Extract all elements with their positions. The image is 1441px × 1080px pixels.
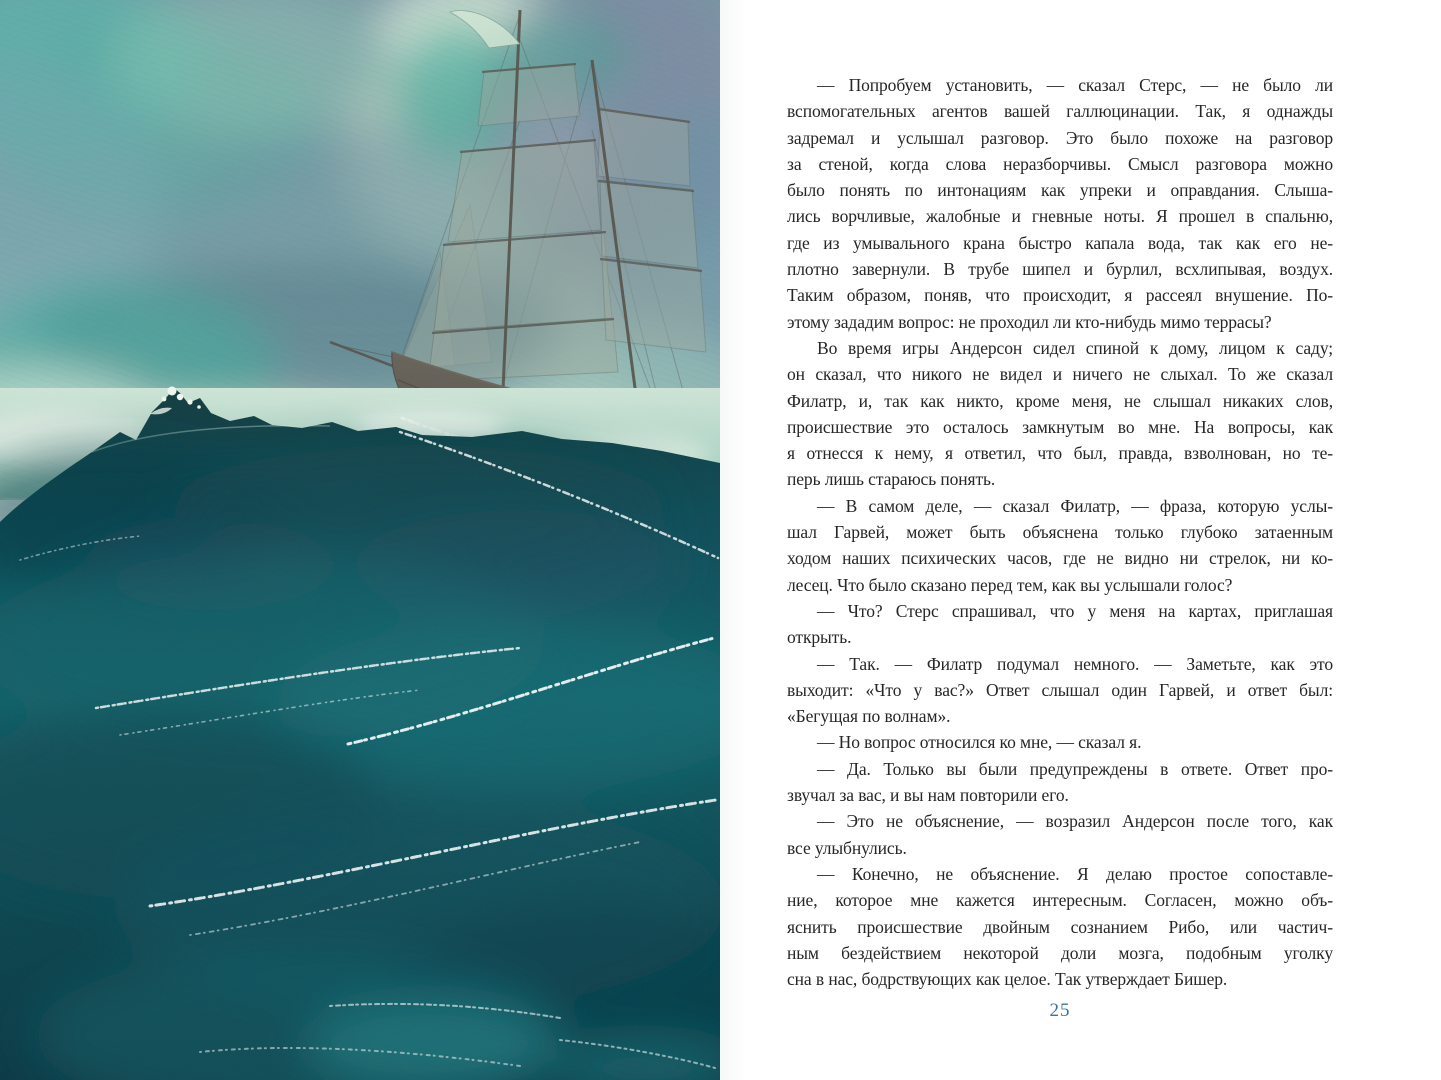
text-line: — Это не объяснение, — возразил Андерсон после того, как (817, 811, 1333, 832)
illustration-page (0, 0, 720, 1080)
paragraph (787, 335, 1333, 493)
text-line: ходом наших психических часов, где не видно ни стрелок, ни ко- (787, 548, 1333, 569)
text-line: — Но вопрос относился ко мне, — сказал я. (817, 732, 1142, 753)
text-line: — Да. Только вы были предупреждены в ответе. Ответ про- (817, 758, 1333, 779)
text-line: лесец. Что было сказано перед тем, как вы услышали голос? (787, 574, 1233, 595)
text-line: задремал и услышал разговор. Это было похоже на разговор (787, 127, 1333, 148)
text-line: — Так. — Филатр подумал немного. — Заметьте, как это (817, 653, 1333, 674)
text-line: все улыбнулись. (787, 837, 907, 858)
text-line: плотно завернули. В трубе шипел и бурлил, всхлипывая, воздух. (787, 259, 1333, 280)
paragraph (787, 651, 1333, 730)
text-line: яснить происшествие двойным сознанием Рибо, или частич- (787, 916, 1333, 937)
text-line: происшествие это осталось замкнутым во мне. На вопросы, как (787, 416, 1333, 437)
text-line: Во время игры Андерсон сидел спиной к дому, лицом к саду; (817, 337, 1333, 358)
ship-illustration (0, 0, 720, 1080)
text-line: ние, которое мне кажется интересным. Согласен, можно объ- (787, 890, 1333, 911)
text-line: выходит: «Что у вас?» Ответ слышал один Гарвей, и ответ был: (787, 679, 1333, 700)
text-line: звучал за вас, и вы нам повторили его. (787, 785, 1069, 806)
text-line: сна в нас, бодрствующих как целое. Так утверждает Бишер. (787, 969, 1228, 990)
page-number: 25 (1049, 1000, 1071, 1021)
paragraph (787, 493, 1333, 598)
text-line: Таким образом, поняв, что происходит, я рассеял внушение. По- (787, 285, 1333, 306)
text-line: где из умывального крана быстро капала вода, так как его не- (787, 232, 1333, 253)
text-line: — Что? Стерс спрашивал, что у меня на картах, приглашая (817, 600, 1333, 621)
paragraph (787, 598, 1333, 651)
text-line: было понять по интонациям как упреки и оправдания. Слыша- (787, 180, 1333, 201)
text-line: Филатр, и, так как никто, кроме меня, не слышал никаких слов, (787, 390, 1333, 411)
text-line: — Попробуем установить, — сказал Стерс, — не было ли (817, 75, 1333, 95)
paper-grain (0, 0, 720, 1080)
text-line: за стеной, когда слова неразборчивы. Смысл разговора можно (787, 153, 1333, 174)
paragraph (787, 861, 1333, 992)
text-line: шал Гарвей, может быть объяснена только глубоко затаенным (787, 522, 1333, 543)
text-column (787, 72, 1333, 992)
text-line: лись ворчливые, жалобные и гневные ноты. Я прошел в спальню, (787, 206, 1333, 227)
text-line: перь лишь стараюсь понять. (787, 469, 996, 490)
gutter-shadow (720, 0, 746, 1080)
paragraph (787, 756, 1333, 809)
paragraph (787, 808, 1333, 861)
text-page (720, 0, 1441, 1080)
paragraph (787, 729, 1333, 755)
text-line: вспомогательных агентов вашей галлюцинации. Так, я однажды (787, 101, 1333, 122)
text-line: ным бездействием некоторой доли мозга, подобным уголку (787, 942, 1333, 963)
text-line: открыть. (787, 627, 852, 648)
text-line: он сказал, что никого не видел и ничего не слыхал. То же сказал (787, 364, 1333, 385)
text-line: я отнесся к нему, я ответил, что был, правда, взволнован, но те- (787, 443, 1333, 464)
text-line: — В самом деле, — сказал Филатр, — фраза, которую услы- (817, 495, 1333, 516)
paragraph (787, 72, 1333, 335)
text-line: — Конечно, не объяснение. Я делаю простое сопоставле- (817, 863, 1333, 884)
text-line: этому зададим вопрос: не проходил ли кто-нибудь мимо террасы? (787, 311, 1272, 332)
text-line: «Бегущая по волнам». (787, 706, 951, 727)
